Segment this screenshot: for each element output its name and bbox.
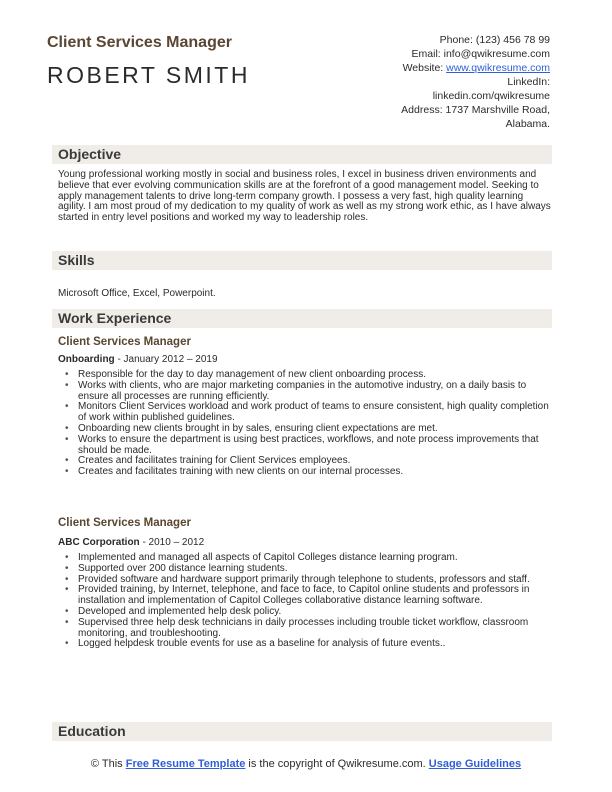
contact-address-line1: Address: 1737 Marshville Road, (401, 104, 550, 116)
job-company-line (58, 537, 204, 548)
website-label: Website: (402, 62, 447, 74)
contact-website (401, 61, 550, 75)
contact-phone: Phone: (123) 456 78 99 (439, 34, 550, 46)
website-link[interactable]: www.qwikresume.com (446, 62, 550, 74)
job-bullet: • Supported over 200 distance learning students. (58, 564, 552, 575)
candidate-name: ROBERT SMITH (47, 62, 250, 88)
job-title: Client Services Manager (47, 34, 232, 51)
job-bullet: • Developed and implemented help desk policy. (58, 607, 552, 618)
section-title-skills: Skills (58, 252, 95, 268)
job-company: Onboarding (58, 354, 115, 365)
job-bullets (58, 370, 552, 478)
job-bullets (58, 553, 552, 650)
job-bullet: • Implemented and managed all aspects of Capitol Colleges distance learning program. (58, 553, 552, 564)
job-company-line (58, 354, 218, 365)
job-bullet: • Creates and facilitates training with new clients on our internal processes. (58, 467, 552, 478)
objective-text: Young professional working mostly in social and business roles, I excel in business driven environments and believe that ever evolving communication skills are at the forefront of a good management model. Seeking to apply management talents to drive long-term company growth. I possess a very fast, high quality learning agility. I am most proud of my dedication to my quality of work as well as my strong work ethic, as I have always started in entry level positions and worked my way to leadership roles. (58, 169, 551, 224)
contact-email: Email: info@qwikresume.com (411, 48, 550, 60)
job-role: Client Services Manager (58, 336, 191, 348)
contact-address-line2: Alabama. (505, 118, 550, 130)
contact-linkedin-label: LinkedIn: (507, 76, 550, 88)
job-bullet: • Creates and facilitates training for Client Services employees. (58, 456, 552, 467)
job-bullet: • Responsible for the day to day management of new client onboarding process. (58, 370, 552, 381)
job-bullet: • Provided software and hardware support primarily through telephone to students, professors and staff. (58, 575, 552, 586)
job-bullet: • Logged helpdesk trouble events for use as a baseline for analysis of future events.. (58, 639, 552, 650)
job-bullet: • Works to ensure the department is using best practices, workflows, and note process improvements that should be made. (58, 435, 552, 457)
job-bullet: • Monitors Client Services workload and work product of teams to ensure consistent, high quality completion of work within published guidelines. (58, 402, 552, 424)
section-title-education: Education (58, 723, 126, 739)
job-bullet: • Supervised three help desk technicians in daily processes including trouble ticket workflow, classroom monitoring, and troubleshooting. (58, 618, 552, 640)
section-skills (52, 251, 552, 270)
job-dates: - 2010 – 2012 (139, 537, 205, 548)
section-title-objective: Objective (58, 146, 122, 162)
footer-middle: is the copyright of Qwikresume.com. (245, 758, 429, 770)
job-bullet: • Works with clients, who are major marketing companies in the automotive industry, on a daily basis to ensure all processes are running efficiently. (58, 381, 552, 403)
footer-prefix: © This (90, 758, 126, 770)
usage-guidelines-link[interactable]: Usage Guidelines (428, 758, 522, 770)
contact-linkedin-value: linkedin.com/qwikresume (432, 90, 550, 102)
job-dates: - January 2012 – 2019 (114, 354, 218, 365)
section-work-experience (52, 309, 552, 328)
job-bullet: • Provided training, by Internet, telephone, and face to face, to Capitol online students and professors in installation and implementation of Capitol Colleges collaborative distance learning software. (58, 585, 552, 607)
footer-copyright (0, 757, 612, 771)
free-resume-template-link[interactable]: Free Resume Template (125, 758, 246, 770)
job-company: ABC Corporation (58, 537, 140, 548)
contact-block (401, 33, 550, 131)
job-bullet: • Onboarding new clients brought in by sales, ensuring client expectations are met. (58, 424, 552, 435)
section-objective (52, 145, 552, 164)
section-title-work-experience: Work Experience (58, 310, 172, 326)
section-education (52, 722, 552, 741)
skills-text: Microsoft Office, Excel, Powerpoint. (58, 288, 216, 299)
job-role: Client Services Manager (58, 517, 191, 529)
